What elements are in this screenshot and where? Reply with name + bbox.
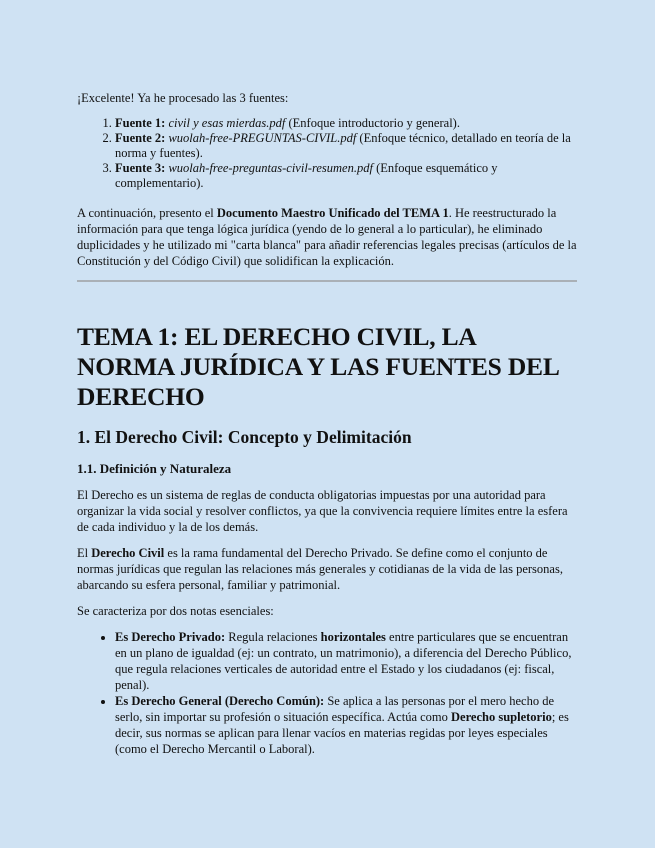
- note-bold: Derecho supletorio: [451, 710, 552, 724]
- summary-pre: A continuación, presento el: [77, 206, 217, 220]
- note-text: Regula relaciones: [225, 630, 321, 644]
- note-text: ; es decir, sus normas se aplican para llenar vacíos en materias regidas por leyes especiales (como el Derecho Mercantil o Laboral).: [115, 710, 569, 756]
- source-label: Fuente 1:: [115, 116, 166, 130]
- source-desc: (Enfoque esquemático y complementario).: [115, 161, 498, 190]
- notes-list: [77, 629, 578, 757]
- source-item: [115, 116, 578, 131]
- note-item: [115, 629, 578, 693]
- para2-pre: El: [77, 546, 92, 560]
- note-label: Es Derecho General (Derecho Común):: [115, 694, 325, 708]
- source-item: [115, 131, 578, 161]
- main-title: TEMA 1: EL DERECHO CIVIL, LA NORMA JURÍDICA Y LAS FUENTES DEL DERECHO: [77, 322, 559, 411]
- source-file: wuolah-free-preguntas-civil-resumen.pdf: [168, 161, 373, 175]
- note-bold: horizontales: [320, 630, 386, 644]
- paragraph-3: Se caracteriza por dos notas esenciales:: [77, 604, 274, 618]
- subsection-title: 1.1. Definición y Naturaleza: [77, 461, 232, 476]
- note-label: Es Derecho Privado:: [115, 630, 226, 644]
- source-file: civil y esas mierdas.pdf: [168, 116, 286, 130]
- para2-post: es la rama fundamental del Derecho Privado. Se define como el conjunto de normas jurídicas que regulan las relaciones más generales y cotidianas de la vida de las personas, abarcando su esfera personal, familiar y patrimonial.: [77, 546, 563, 592]
- source-desc: (Enfoque técnico, detallado en teoría de la norma y fuentes).: [115, 131, 571, 160]
- para2-bold: Derecho Civil: [91, 546, 165, 560]
- source-file: wuolah-free-PREGUNTAS-CIVIL.pdf: [168, 131, 357, 145]
- note-item: [115, 693, 578, 757]
- note-text: Se aplica a las personas por el mero hecho de serlo, sin importar su profesión o situación específica. Actúa como: [115, 694, 554, 724]
- section-title: 1. El Derecho Civil: Concepto y Delimitación: [77, 427, 412, 447]
- sources-list: [77, 116, 578, 191]
- note-text: entre particulares que se encuentran en un plano de igualdad (ej: un contrato, un matrimonio), a diferencia del Derecho Público, que regula relaciones verticales de autoridad entre el Estado y los ciudadanos (ej: fiscal, penal).: [115, 630, 572, 692]
- summary-bold: Documento Maestro Unificado del TEMA 1: [216, 206, 449, 220]
- source-item: [115, 161, 578, 191]
- source-label: Fuente 3:: [115, 161, 166, 175]
- intro-text: ¡Excelente! Ya he procesado las 3 fuentes:: [77, 91, 289, 105]
- source-desc: (Enfoque introductorio y general).: [285, 116, 460, 130]
- paragraph-1: El Derecho es un sistema de reglas de conducta obligatorias impuestas por una autoridad para organizar la vida social y resolver conflictos, ya que la convivencia requiere límites entre la esfera de cada individuo y la de los demás.: [77, 488, 568, 534]
- summary-post: . He reestructurado la información para que tenga lógica jurídica (yendo de lo general a lo particular), he eliminado duplicidades y he utilizado mi "carta blanca" para añadir referencias legales precisas (artículos de la Constitución y del Código Civil) que solidifican la explicación.: [77, 206, 577, 268]
- horizontal-rule: [77, 280, 577, 282]
- summary-paragraph: [77, 205, 578, 269]
- source-label: Fuente 2:: [115, 131, 166, 145]
- paragraph-2: [77, 545, 578, 593]
